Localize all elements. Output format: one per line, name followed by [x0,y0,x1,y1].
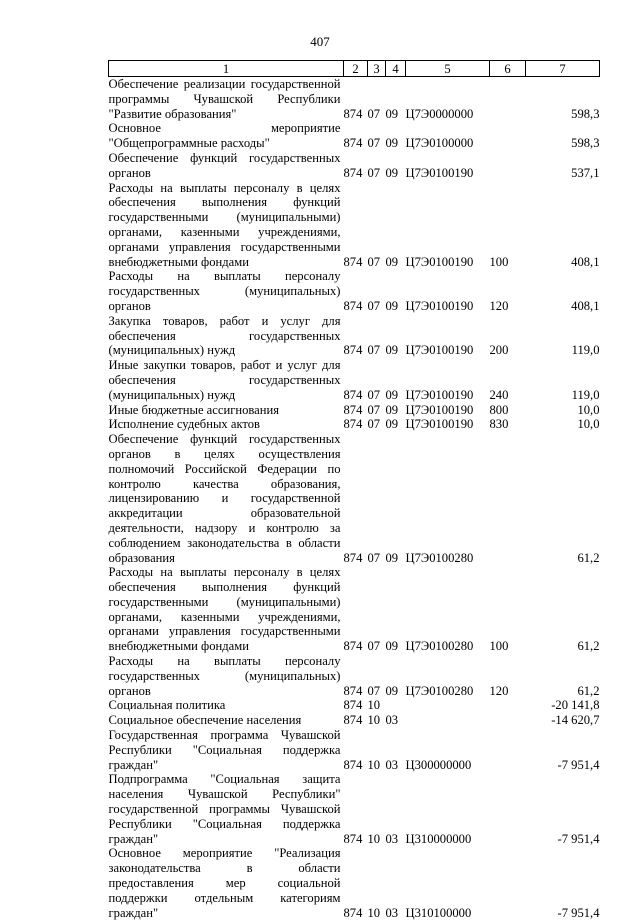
expense-type-code-cell [490,121,526,151]
section-code-cell: 10 [368,713,386,728]
row-name-cell: Государственная программа Чувашской Республики "Социальная поддержка граждан" [109,728,344,772]
expense-type-code-cell [490,77,526,122]
subsection-code-cell: 09 [386,181,406,270]
table-row [109,77,600,122]
ministry-code-cell: 874 [344,314,368,358]
target-item-code-cell: Ц7Э0100190 [406,417,490,432]
table-row [109,151,600,181]
header-cell: 1 [109,61,344,77]
table-row [109,654,600,698]
table-row [109,565,600,654]
amount-cell: -20 141,8 [526,698,600,713]
section-code-cell: 07 [368,151,386,181]
row-name-cell: Расходы на выплаты персоналу в целях обеспечения выполнения функций государственными (муниципальными) органами, казенными учреждениями, органами управления государственными внебюджетными фондами [109,181,344,270]
target-item-code-cell: Ц7Э0000000 [406,77,490,122]
section-code-cell: 07 [368,654,386,698]
subsection-code-cell [386,698,406,713]
target-item-code-cell: Ц7Э0100190 [406,358,490,402]
header-cell: 3 [368,61,386,77]
ministry-code-cell: 874 [344,269,368,313]
row-name-cell: Социальная политика [109,698,344,713]
row-name-cell: Иные бюджетные ассигнования [109,403,344,418]
expense-type-code-cell: 830 [490,417,526,432]
target-item-code-cell [406,698,490,713]
section-code-cell: 07 [368,358,386,402]
ministry-code-cell: 874 [344,77,368,122]
target-item-code-cell: Ц7Э0100280 [406,654,490,698]
table-row [109,269,600,313]
subsection-code-cell: 03 [386,713,406,728]
expense-type-code-cell: 100 [490,181,526,270]
expense-type-code-cell: 800 [490,403,526,418]
ministry-code-cell: 874 [344,432,368,565]
section-code-cell: 10 [368,846,386,920]
header-cell: 6 [490,61,526,77]
section-code-cell: 07 [368,565,386,654]
expense-type-code-cell [490,151,526,181]
target-item-code-cell: Ц7Э0100280 [406,565,490,654]
ministry-code-cell: 874 [344,358,368,402]
expense-type-code-cell [490,698,526,713]
amount-cell: 61,2 [526,432,600,565]
subsection-code-cell: 09 [386,151,406,181]
amount-cell: -7 951,4 [526,846,600,920]
amount-cell: 10,0 [526,403,600,418]
section-code-cell: 07 [368,121,386,151]
subsection-code-cell: 03 [386,846,406,920]
expense-type-code-cell [490,846,526,920]
expense-type-code-cell: 240 [490,358,526,402]
expense-type-code-cell: 200 [490,314,526,358]
expense-type-code-cell [490,728,526,772]
amount-cell: 119,0 [526,358,600,402]
amount-cell: -14 620,7 [526,713,600,728]
table-row [109,846,600,920]
table-row [109,358,600,402]
target-item-code-cell [406,713,490,728]
section-code-cell: 07 [368,417,386,432]
amount-cell: 10,0 [526,417,600,432]
page-number: 407 [0,34,640,50]
expense-type-code-cell [490,772,526,846]
amount-cell: -7 951,4 [526,772,600,846]
target-item-code-cell: Ц7Э0100000 [406,121,490,151]
ministry-code-cell: 874 [344,151,368,181]
amount-cell: 61,2 [526,654,600,698]
target-item-code-cell: Ц7Э0100190 [406,314,490,358]
ministry-code-cell: 874 [344,772,368,846]
subsection-code-cell: 03 [386,728,406,772]
subsection-code-cell: 09 [386,121,406,151]
table-row [109,121,600,151]
table-row [109,181,600,270]
amount-cell: 61,2 [526,565,600,654]
subsection-code-cell: 09 [386,565,406,654]
table-row [109,728,600,772]
row-name-cell: Социальное обеспечение населения [109,713,344,728]
header-row [109,61,600,77]
table-row [109,417,600,432]
table-row [109,314,600,358]
row-name-cell: Исполнение судебных актов [109,417,344,432]
ministry-code-cell: 874 [344,181,368,270]
ministry-code-cell: 874 [344,698,368,713]
amount-cell: 537,1 [526,151,600,181]
ministry-code-cell: 874 [344,403,368,418]
target-item-code-cell: Ц7Э0100190 [406,181,490,270]
table-body [109,77,600,920]
expense-type-code-cell: 100 [490,565,526,654]
subsection-code-cell: 09 [386,358,406,402]
header-cell: 2 [344,61,368,77]
ministry-code-cell: 874 [344,565,368,654]
section-code-cell: 07 [368,403,386,418]
section-code-cell: 07 [368,269,386,313]
section-code-cell: 10 [368,698,386,713]
target-item-code-cell: Ц300000000 [406,728,490,772]
subsection-code-cell: 09 [386,269,406,313]
ministry-code-cell: 874 [344,121,368,151]
amount-cell: -7 951,4 [526,728,600,772]
table-row [109,713,600,728]
subsection-code-cell: 09 [386,403,406,418]
subsection-code-cell: 09 [386,432,406,565]
ministry-code-cell: 874 [344,846,368,920]
expense-type-code-cell [490,713,526,728]
header-cell: 4 [386,61,406,77]
table-row [109,403,600,418]
section-code-cell: 07 [368,181,386,270]
amount-cell: 119,0 [526,314,600,358]
ministry-code-cell: 874 [344,654,368,698]
section-code-cell: 10 [368,728,386,772]
budget-table [108,60,600,920]
amount-cell: 598,3 [526,77,600,122]
amount-cell: 408,1 [526,269,600,313]
row-name-cell: Обеспечение реализации государственной программы Чувашской Республики "Развитие образования" [109,77,344,122]
subsection-code-cell: 09 [386,654,406,698]
ministry-code-cell: 874 [344,417,368,432]
section-code-cell: 07 [368,77,386,122]
target-item-code-cell: Ц310000000 [406,772,490,846]
expense-type-code-cell: 120 [490,269,526,313]
expense-type-code-cell [490,432,526,565]
ministry-code-cell: 874 [344,713,368,728]
subsection-code-cell: 09 [386,77,406,122]
subsection-code-cell: 09 [386,314,406,358]
row-name-cell: Обеспечение функций государственных органов в целях осуществления полномочий Российской Федерации по контролю качества образования, лицензированию и государственной аккредитации образовательной деятельности, надзору и контролю за соблюдением законодательства в области образования [109,432,344,565]
row-name-cell: Расходы на выплаты персоналу государственных (муниципальных) органов [109,269,344,313]
section-code-cell: 10 [368,772,386,846]
header-cell: 5 [406,61,490,77]
row-name-cell: Иные закупки товаров, работ и услуг для обеспечения государственных (муниципальных) нужд [109,358,344,402]
table-row [109,698,600,713]
subsection-code-cell: 09 [386,417,406,432]
row-name-cell: Закупка товаров, работ и услуг для обеспечения государственных (муниципальных) нужд [109,314,344,358]
target-item-code-cell: Ц310100000 [406,846,490,920]
amount-cell: 598,3 [526,121,600,151]
target-item-code-cell: Ц7Э0100190 [406,403,490,418]
table-row [109,772,600,846]
row-name-cell: Основное мероприятие "Общепрограммные расходы" [109,121,344,151]
target-item-code-cell: Ц7Э0100280 [406,432,490,565]
table-row [109,432,600,565]
amount-cell: 408,1 [526,181,600,270]
row-name-cell: Обеспечение функций государственных органов [109,151,344,181]
section-code-cell: 07 [368,432,386,565]
row-name-cell: Расходы на выплаты персоналу государственных (муниципальных) органов [109,654,344,698]
row-name-cell: Основное мероприятие "Реализация законодательства в области предоставления мер социальной поддержки отдельным категориям граждан" [109,846,344,920]
target-item-code-cell: Ц7Э0100190 [406,151,490,181]
header-cell: 7 [526,61,600,77]
row-name-cell: Расходы на выплаты персоналу в целях обеспечения выполнения функций государственными (муниципальными) органами, казенными учреждениями, органами управления государственными внебюджетными фондами [109,565,344,654]
section-code-cell: 07 [368,314,386,358]
ministry-code-cell: 874 [344,728,368,772]
subsection-code-cell: 03 [386,772,406,846]
row-name-cell: Подпрограмма "Социальная защита населения Чувашской Республики" государственной программы Чувашской Республики "Социальная поддержка граждан" [109,772,344,846]
target-item-code-cell: Ц7Э0100190 [406,269,490,313]
expense-type-code-cell: 120 [490,654,526,698]
